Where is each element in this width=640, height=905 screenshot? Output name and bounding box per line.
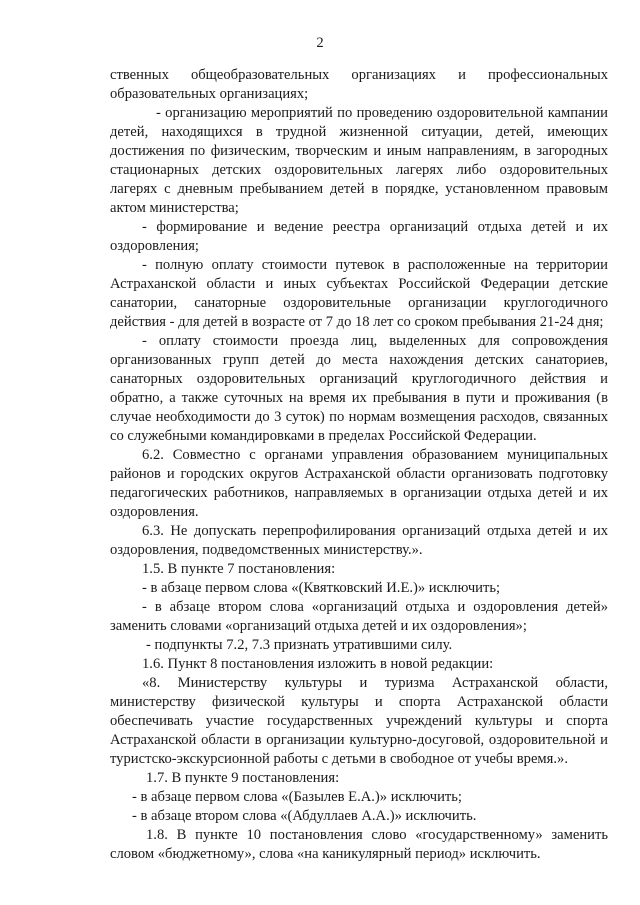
paragraph-1-7-first: - в абзаце первом слова «(Базылев Е.А.)» исключить; xyxy=(132,789,462,805)
paragraph-continuation: ственных общеобразовательных организациях и профессиональных образовательных организациях; xyxy=(110,67,608,102)
paragraph-1-5-subitems: - подпункты 7.2, 7.3 признать утратившими силу. xyxy=(146,637,453,653)
document-body xyxy=(110,66,608,864)
paragraph-health-campaign: - организацию мероприятий по проведению оздоровительной кампании детей, находящихся в трудной жизненной ситуации, детей, имеющих достижения по физическим, творческим и иным направлениям, в загородных стационарных детских оздоровительных лагерях либо оздоровительных лагерях с дневным пребыванием детей в порядке, установленном правовым актом министерства; xyxy=(110,105,608,216)
page-number: 2 xyxy=(316,35,324,51)
paragraph-1-7-second: - в абзаце втором слова «(Абдуллаев А.А.)» исключить. xyxy=(132,808,477,824)
paragraph-travel-payment: - оплату стоимости проезда лиц, выделенных для сопровождения организованных групп детей до места нахождения детских санаториев, санаторных оздоровительных организаций круглогодичного действия и обратно, а также суточных на время их пребывания в пути и проживания (в случае необходимости до 3 суток) по нормам возмещения расходов, связанных со служебными командировками в пределах Российской Федерации. xyxy=(110,333,608,444)
paragraph-1-6: 1.6. Пункт 8 постановления изложить в новой редакции: xyxy=(142,656,494,672)
paragraph-6-2: 6.2. Совместно с органами управления образованием муниципальных районов и городских округов Астраханской области организовать подготовку педагогических работников, направляемых в организации отдыха детей и их оздоровления. xyxy=(110,447,608,520)
paragraph-point-8: «8. Министерству культуры и туризма Астраханской области, министерству физической культуры и спорта Астраханской области обеспечивать участие государственных учреждений культуры и спорта Астраханской области в организации культурно-досуговой, оздоровительной и туристско-экскурсионной работы с детьми в свободное от учебы время.». xyxy=(110,675,608,767)
paragraph-1-5: 1.5. В пункте 7 постановления: xyxy=(142,561,336,577)
paragraph-1-5-first: - в абзаце первом слова «(Квятковский И.Е.)» исключить; xyxy=(142,580,501,596)
paragraph-6-3: 6.3. Не допускать перепрофилирования организаций отдыха детей и их оздоровления, подведомственных министерству.». xyxy=(110,523,608,558)
paragraph-registry: - формирование и ведение реестра организаций отдыха детей и их оздоровления; xyxy=(110,219,608,254)
paragraph-voucher-payment: - полную оплату стоимости путевок в расположенные на территории Астраханской области и иных субъектах Российской Федерации детские санатории, санаторные оздоровительные организации круглогодичного действия - для детей в возрасте от 7 до 18 лет со сроком пребывания 21-24 дня; xyxy=(110,257,608,330)
paragraph-1-7: 1.7. В пункте 9 постановления: xyxy=(146,770,340,786)
paragraph-1-8: 1.8. В пункте 10 постановления слово «государственному» заменить словом «бюджетному», слова «на каникулярный период» исключить. xyxy=(110,827,608,862)
paragraph-1-5-second: - в абзаце втором слова «организаций отдыха и оздоровления детей» заменить словами «организаций отдыха детей и их оздоровления»; xyxy=(110,599,608,634)
